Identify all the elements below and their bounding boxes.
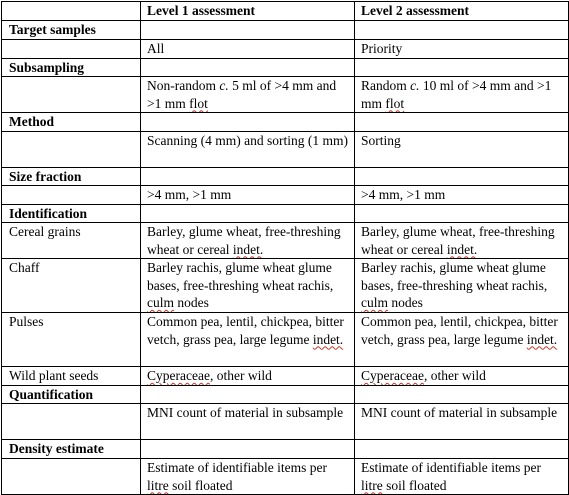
row-label-cell: Wild plant seeds (2, 367, 141, 386)
section-row (2, 204, 569, 223)
spellcheck-flagged-word: indet. (312, 331, 344, 347)
section-label-cell: Quantification (2, 385, 141, 404)
level1-cell (141, 204, 355, 223)
level1-cell: Barley, glume wheat, free-threshing wheat or cereal indet. (141, 223, 355, 259)
spellcheck-flagged-word: flot (385, 95, 405, 111)
row-label-cell (2, 186, 141, 205)
spellcheck-flagged-word: Cyperaceae (361, 368, 424, 383)
italic-text: c. (219, 78, 229, 93)
row-label-cell (2, 131, 141, 167)
spellcheck-flagged-word: indet. (526, 331, 558, 347)
table-row (2, 186, 569, 205)
level2-cell: Cyperaceae, other wild (355, 367, 569, 386)
level1-cell: MNI count of material in subsample (141, 404, 355, 440)
level1-cell: >4 mm, >1 mm (141, 186, 355, 205)
level2-cell: Priority (355, 39, 569, 58)
section-label-cell: Subsampling (2, 58, 141, 77)
level1-cell (141, 385, 355, 404)
level2-cell (355, 204, 569, 223)
spellcheck-flagged-word: Cyperaceae (147, 368, 210, 383)
spellcheck-flagged-word: culm (147, 295, 174, 310)
table-body (2, 21, 569, 495)
level1-cell (141, 167, 355, 186)
level1-cell (141, 113, 355, 132)
table-row (2, 404, 569, 440)
level1-cell: Cyperaceae, other wild (141, 367, 355, 386)
spellcheck-flagged-word: litre (361, 477, 383, 493)
spellcheck-flagged-word: indet. (232, 241, 264, 257)
table-row (2, 131, 569, 167)
table-header (2, 2, 569, 21)
section-label-cell: Target samples (2, 21, 141, 40)
header-row (2, 2, 569, 21)
spellcheck-flagged-word: litre (147, 477, 169, 493)
spellcheck-flagged-word: flot (189, 95, 208, 111)
row-label-cell (2, 459, 141, 495)
section-row (2, 113, 569, 132)
level2-cell: MNI count of material in subsample (355, 404, 569, 440)
level2-cell (355, 113, 569, 132)
section-row (2, 167, 569, 186)
spellcheck-flagged-word: indet. (446, 241, 478, 257)
document-page (1, 1, 568, 493)
level2-cell: Barley rachis, glume wheat glume bases, free-threshing wheat rachis, culm nodes (355, 259, 569, 313)
level1-cell: All (141, 39, 355, 58)
section-label-cell: Identification (2, 204, 141, 223)
level2-cell: Common pea, lentil, chickpea, bitter vetch, grass pea, large legume indet. (355, 313, 569, 367)
header-cell-level1: Level 1 assessment (141, 2, 355, 21)
header-cell-blank (2, 2, 141, 21)
level2-cell (355, 167, 569, 186)
row-label-cell: Cereal grains (2, 223, 141, 259)
table-row (2, 459, 569, 495)
level1-cell: Scanning (4 mm) and sorting (1 mm) (141, 131, 355, 167)
section-row (2, 58, 569, 77)
level1-cell: Estimate of identifiable items per litre soil floated (141, 459, 355, 495)
level2-cell: >4 mm, >1 mm (355, 186, 569, 205)
level1-cell: Common pea, lentil, chickpea, bitter vetch, grass pea, large legume indet. (141, 313, 355, 367)
level2-cell (355, 385, 569, 404)
row-label-cell (2, 404, 141, 440)
table-row (2, 77, 569, 113)
level1-cell: Barley rachis, glume wheat glume bases, free-threshing wheat rachis, culm nodes (141, 259, 355, 313)
row-label-cell: Pulses (2, 313, 141, 367)
italic-text: c. (410, 78, 420, 93)
level2-cell (355, 21, 569, 40)
section-row (2, 385, 569, 404)
level1-cell (141, 21, 355, 40)
level1-cell (141, 58, 355, 77)
section-label-cell: Size fraction (2, 167, 141, 186)
section-label-cell: Density estimate (2, 440, 141, 459)
section-row (2, 21, 569, 40)
table-row (2, 223, 569, 259)
table-row (2, 367, 569, 386)
table-row (2, 259, 569, 313)
level1-cell (141, 440, 355, 459)
section-row (2, 440, 569, 459)
level2-cell (355, 58, 569, 77)
level2-cell: Barley, glume wheat, free-threshing wheat or cereal indet. (355, 223, 569, 259)
spellcheck-flagged-word: culm (361, 295, 388, 310)
level2-cell (355, 440, 569, 459)
row-label-cell (2, 39, 141, 58)
header-cell-level2: Level 2 assessment (355, 2, 569, 21)
row-label-cell: Chaff (2, 259, 141, 313)
section-label-cell: Method (2, 113, 141, 132)
assessment-table (1, 1, 569, 495)
level2-cell: Random c. 10 ml of >4 mm and >1 mm flot (355, 77, 569, 113)
level1-cell: Non-random c. 5 ml of >4 mm and >1 mm flot (141, 77, 355, 113)
table-row (2, 313, 569, 367)
table-row (2, 39, 569, 58)
level2-cell: Estimate of identifiable items per litre soil floated (355, 459, 569, 495)
row-label-cell (2, 77, 141, 113)
level2-cell: Sorting (355, 131, 569, 167)
